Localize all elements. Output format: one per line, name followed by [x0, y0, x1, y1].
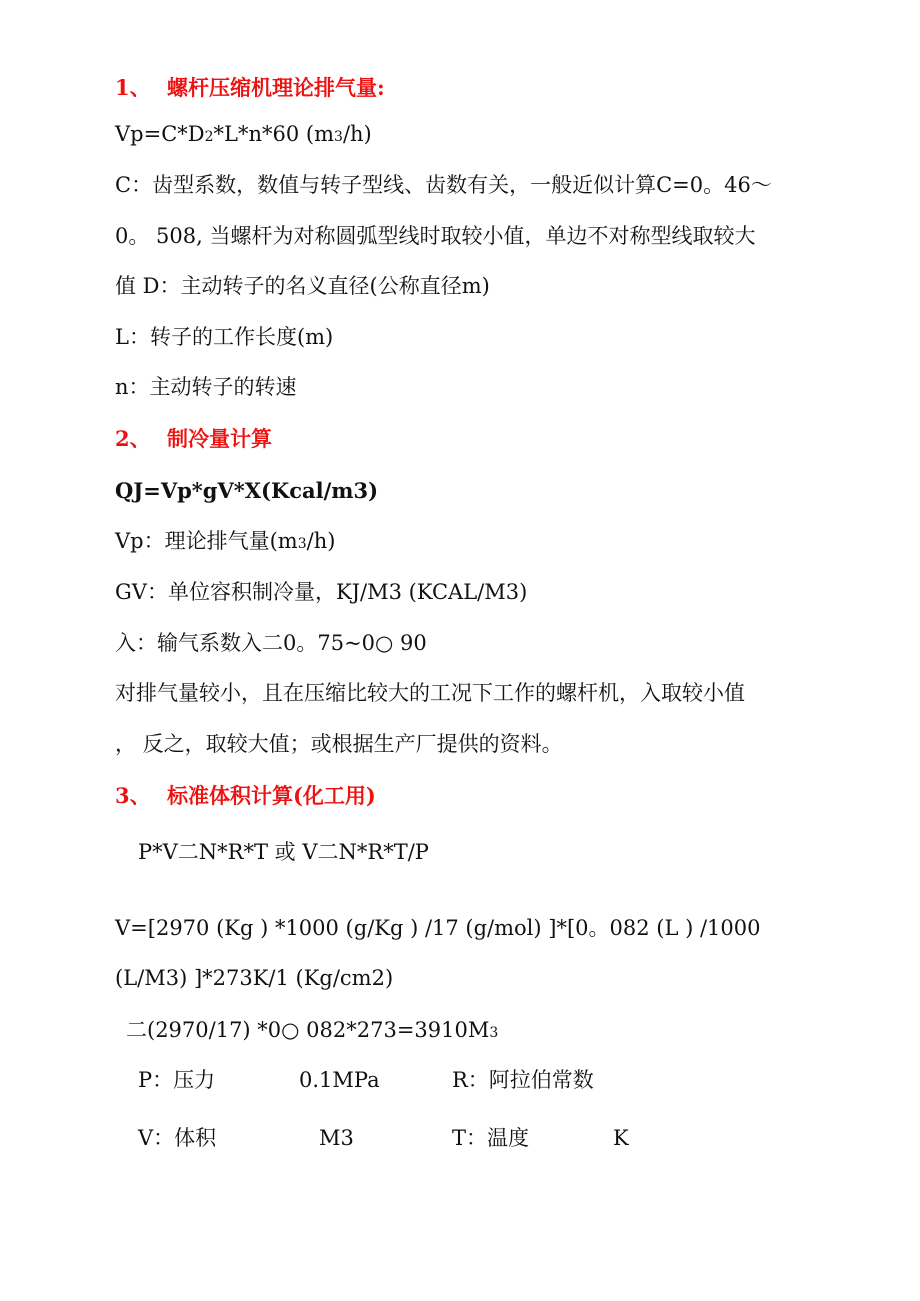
c-description-line1: C：齿型系数，数值与转子型线、齿数有关，一般近似计算C=0。46～ — [115, 173, 772, 197]
section1-heading — [115, 77, 385, 98]
volume-calc-line2: (L/M3) ]*273K/1 (Kg/cm2) — [115, 966, 394, 990]
volume-calc-result-part: 二(2970/17) *0○ 082*273=3910M — [126, 1018, 490, 1042]
vp-formula-part: *L*n*60 (m — [213, 122, 335, 146]
legend-v-value: M3 — [319, 1126, 354, 1150]
section1-number: 1、 — [115, 75, 151, 100]
vp-formula-part: Vp=C*D — [115, 122, 205, 146]
vp-description-part: /h) — [306, 529, 336, 553]
volume-calc-result — [126, 1020, 498, 1041]
section2-title: 制冷量计算 — [167, 426, 272, 451]
note-line1: 对排气量较小，且在压缩比较大的工况下工作的螺杆机，入取较小值 — [115, 681, 745, 705]
section1-title: 螺杆压缩机理论排气量: — [167, 75, 385, 100]
section2-heading — [115, 428, 272, 449]
legend-t-value: K — [613, 1126, 629, 1150]
legend-r-label: R：阿拉伯常数 — [452, 1068, 594, 1092]
vp-formula — [115, 124, 372, 145]
section3-title: 标准体积计算(化工用) — [167, 783, 376, 808]
vp-description — [115, 531, 335, 552]
legend-v-label: V：体积 — [138, 1126, 217, 1150]
volume-calc-line1: V=[2970 (Kg ) *1000 (g/Kg ) /17 (g/mol) ]*[0。082 (L ) /1000 — [115, 916, 761, 940]
vp-formula-subscript: 2 — [204, 129, 214, 145]
vp-formula-subscript: 3 — [334, 129, 343, 145]
legend-t-label: T：温度 — [452, 1126, 530, 1150]
c-description-line2: 0。 508, 当螺杆为对称圆弧型线时取较小值，单边不对称型线取较大 — [115, 224, 756, 248]
lambda-description: 入：输气系数入二0。75~0○ 90 — [115, 631, 427, 655]
n-description: n：主动转子的转速 — [115, 375, 297, 399]
d-description: 值 D：主动转子的名义直径(公称直径m) — [115, 274, 490, 298]
legend-p-value: 0.1MPa — [299, 1068, 380, 1092]
vp-description-part: Vp：理论排气量(m — [115, 529, 298, 553]
gas-law-formula: P*V二N*R*T 或 V二N*R*T/P — [138, 840, 429, 864]
section3-number: 3、 — [115, 783, 151, 808]
legend-p-label: P：压力 — [138, 1068, 216, 1092]
vp-formula-part: /h) — [342, 122, 372, 146]
l-description: L：转子的工作长度(m) — [115, 325, 334, 349]
section2-number: 2、 — [115, 426, 151, 451]
vp-description-subscript: 3 — [297, 536, 307, 552]
section3-heading — [115, 785, 376, 806]
qj-formula: QJ=Vp*gV*X(Kcal/m3) — [115, 478, 379, 503]
gv-description: GV：单位容积制冷量，KJ/M3 (KCAL/M3) — [115, 580, 528, 604]
volume-calc-result-subscript: 3 — [489, 1025, 499, 1041]
note-line2: ， 反之，取较大值；或根据生产厂提供的资料。 — [115, 732, 563, 756]
